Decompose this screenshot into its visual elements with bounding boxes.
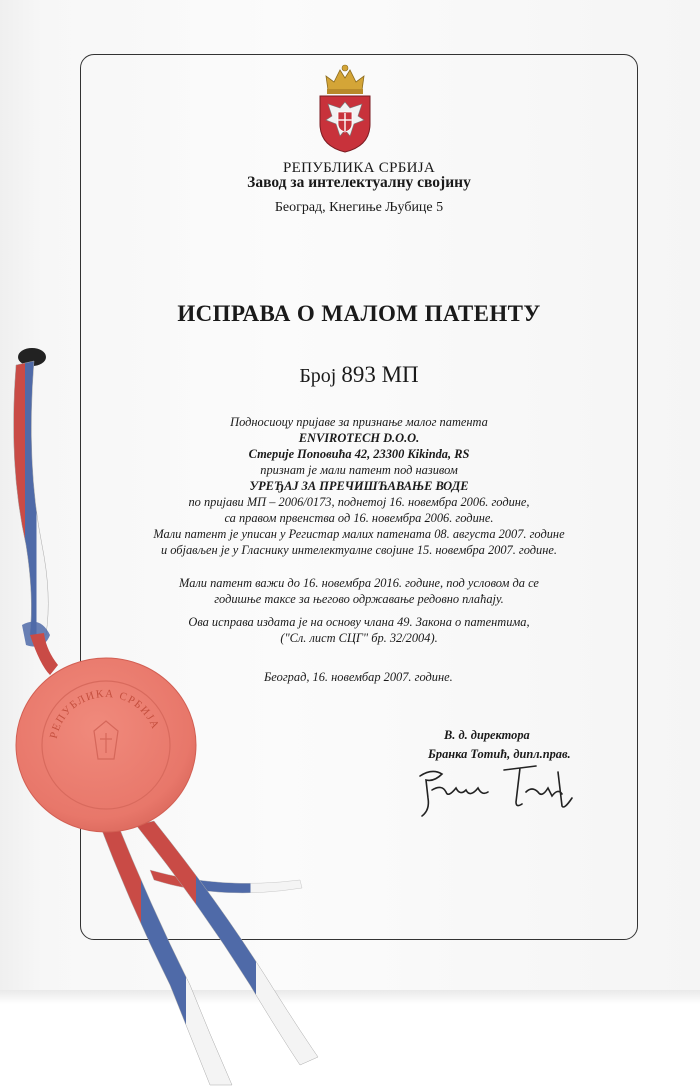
institute-address: Београд, Кнегиње Љубице 5: [274, 200, 444, 215]
grant-line-7: са правом првенства од 16. новембра 2006. године.: [224, 511, 494, 525]
validity-line-2: годишње таксе за његово одржавање редовно плаћају.: [214, 592, 504, 606]
grant-line-4: признат је мали патент под називом: [260, 463, 458, 477]
institute-name: Завод за интелектуалну својину: [247, 174, 471, 191]
registration-line-1: Мали патент је уписан у Регистар малих патената 08. августа 2007. године: [153, 527, 565, 541]
wax-seal: [14, 655, 198, 835]
legal-basis-line-2: ("Сл. лист СЦГ" бр. 32/2004).: [280, 631, 438, 645]
serbian-coat-of-arms-icon: [316, 62, 374, 154]
signer-name: Бранка Тотић, дипл.прав.: [428, 747, 571, 761]
patent-name: УРЕЂАЈ ЗА ПРЕЧИШЋАВАЊЕ ВОДЕ: [249, 479, 469, 493]
applicant-name: ENVIROTECH D.O.O.: [298, 431, 420, 445]
republic-name: РЕПУБЛИКА СРБИЈА: [282, 160, 436, 176]
issue-date: Београд, 16. новембар 2007. године.: [264, 670, 453, 684]
legal-basis-line-1: Ова исправа издата је на основу члана 49. Закона о патентима,: [188, 615, 530, 629]
validity-line-1: Мали патент важи до 16. новембра 2016. године, под условом да се: [179, 576, 539, 590]
patent-number-value: 893 МП: [341, 362, 419, 387]
grant-line-6: по пријави МП – 2006/0173, поднетој 16. новембра 2006. године,: [188, 495, 530, 509]
handwritten-signature: [412, 758, 582, 820]
seal-text: РЕПУБЛИКА СРБИЈА: [47, 687, 162, 740]
applicant-address: Стерије Поповића 42, 23300 Kikinda, RS: [248, 447, 470, 461]
registration-line-2: и објављен је у Гласнику интелектуалне својине 15. новембра 2007. године.: [160, 543, 557, 557]
patent-number-label: Број: [299, 365, 337, 387]
signer-role: В. д. директора: [444, 728, 530, 742]
grant-line-1: Подносиоцу пријаве за признање малог патента: [230, 415, 488, 429]
document-title: ИСПРАВА О МАЛОМ ПАТЕНТУ: [177, 301, 541, 326]
